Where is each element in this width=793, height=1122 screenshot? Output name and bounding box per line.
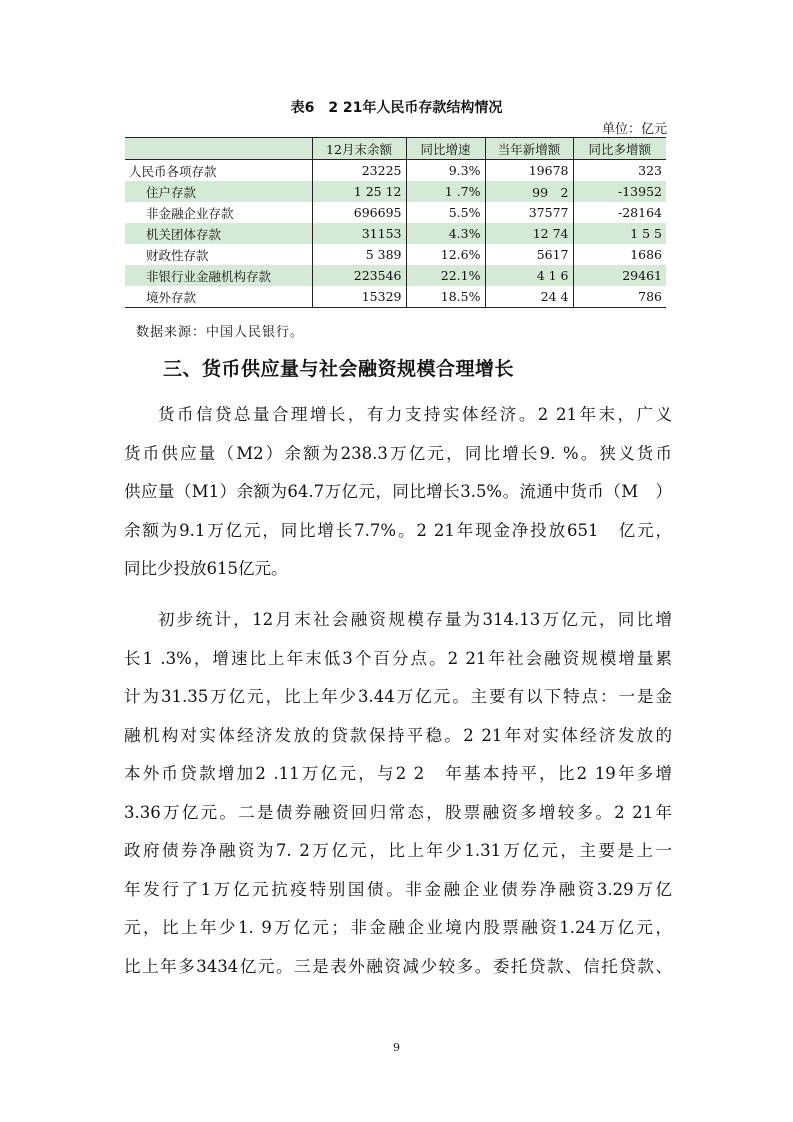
row-label: 财政性存款 (146, 247, 209, 263)
cell-balance: 1 25 12 (312, 181, 406, 202)
row-label: 人民币各项存款 (129, 163, 217, 179)
row-label: 非银行业金融机构存款 (125, 265, 312, 286)
paragraph-line: 余额为9.1万亿元，同比增长7.7%。2 21年现金净投放651 亿元， (124, 520, 672, 540)
cell-more: 786 (573, 286, 666, 308)
cell-balance: 31153 (312, 223, 406, 244)
row-label: 境外存款 (125, 286, 312, 308)
header-label (125, 138, 312, 160)
cell-balance: 696695 (312, 202, 406, 223)
cell-new: 19678 (485, 160, 573, 182)
row-label: 机关团体存款 (125, 223, 312, 244)
paragraph-line: 供应量（M1）余额为64.7万亿元，同比增长3.5%。流通中货币（M ） (124, 482, 672, 501)
cell-new: 5617 (485, 244, 573, 265)
table-row (125, 160, 666, 182)
deposit-structure-table (125, 137, 666, 308)
table-row (125, 202, 666, 223)
table-row (125, 286, 666, 308)
cell-growth: 4.3% (406, 223, 485, 244)
table-row (125, 244, 666, 265)
cell-new: 12 74 (485, 223, 573, 244)
paragraph-line: 长1 .3%，增速比上年末低3个百分点。2 21年社会融资规模增量累 (124, 648, 672, 668)
cell-new: 24 4 (485, 286, 573, 308)
cell-balance: 15329 (312, 286, 406, 308)
header-more: 同比多增额 (573, 138, 666, 160)
cell-growth: 12.6% (406, 244, 485, 265)
paragraph-money-supply (124, 396, 672, 589)
cell-growth: 1 .7% (406, 181, 485, 202)
cell-growth: 22.1% (406, 265, 485, 286)
paragraph-line: 融机构对实体经济发放的贷款保持平稳。2 21年对实体经济发放的 (124, 725, 672, 745)
paragraph-line: 本外币贷款增加2 .11万亿元，与2 2 年基本持平，比2 19年多增 (124, 764, 672, 783)
paragraph-line: 比上年多3434亿元。三是表外融资减少较多。委托贷款、信托贷款、 (124, 956, 672, 976)
section-heading: 三、货币供应量与社会融资规模合理增长 (163, 358, 515, 380)
paragraph-line: 3.36万亿元。二是债券融资回归常态，股票融资多增较多。2 21年 (124, 802, 672, 822)
cell-growth: 18.5% (406, 286, 485, 308)
header-balance: 12月末余额 (312, 138, 406, 160)
paragraph-line: 货币信贷总量合理增长，有力支持实体经济。2 21年末，广义 (158, 405, 672, 424)
cell-balance: 223546 (312, 265, 406, 286)
row-label: 非金融企业存款 (146, 205, 234, 221)
table-title: 表6 2 21年人民币存款结构情况 (290, 100, 503, 116)
cell-more: 1686 (573, 244, 666, 265)
page-number: 9 (393, 1041, 400, 1054)
paragraph-line: 政府债券净融资为7. 2万亿元，比上年少1.31万亿元，主要是上一 (124, 841, 672, 860)
cell-more: 29461 (573, 265, 666, 286)
cell-balance: 23225 (312, 160, 406, 182)
cell-more: -13952 (573, 181, 666, 202)
paragraph-line: 元，比上年少1. 9万亿元；非金融企业境内股票融资1.24万亿元， (124, 918, 672, 937)
cell-more: 323 (573, 160, 666, 182)
cell-balance: 5 389 (312, 244, 406, 265)
header-new: 当年新增额 (485, 138, 573, 160)
cell-growth: 5.5% (406, 202, 485, 223)
cell-new: 37577 (485, 202, 573, 223)
row-label: 住户存款 (125, 181, 312, 202)
header-growth: 同比增速 (406, 138, 485, 160)
cell-more: -28164 (573, 202, 666, 223)
cell-more: 1 5 5 (573, 223, 666, 244)
paragraph-line: 货币供应量（M2）余额为238.3万亿元，同比增长9. %。狭义货币 (124, 443, 672, 463)
paragraph-line: 初步统计，12月末社会融资规模存量为314.13万亿元，同比增 (158, 610, 672, 629)
table-row (125, 265, 666, 286)
table-row (125, 181, 666, 202)
cell-new: 99 2 (485, 181, 573, 202)
table-unit: 单位：亿元 (601, 122, 667, 137)
table-source-note: 数据来源：中国人民银行。 (136, 325, 305, 340)
paragraph-line: 同比少投放615亿元。 (124, 559, 288, 578)
table-row (125, 223, 666, 244)
paragraph-social-financing (124, 601, 672, 986)
cell-growth: 9.3% (406, 160, 485, 182)
paragraph-line: 年发行了1万亿元抗疫特别国债。非金融企业债券净融资3.29万亿 (124, 879, 672, 899)
paragraph-line: 计为31.35万亿元，比上年少3.44万亿元。主要有以下特点：一是金 (124, 687, 672, 706)
cell-new: 4 1 6 (485, 265, 573, 286)
table-header-row (125, 138, 666, 160)
